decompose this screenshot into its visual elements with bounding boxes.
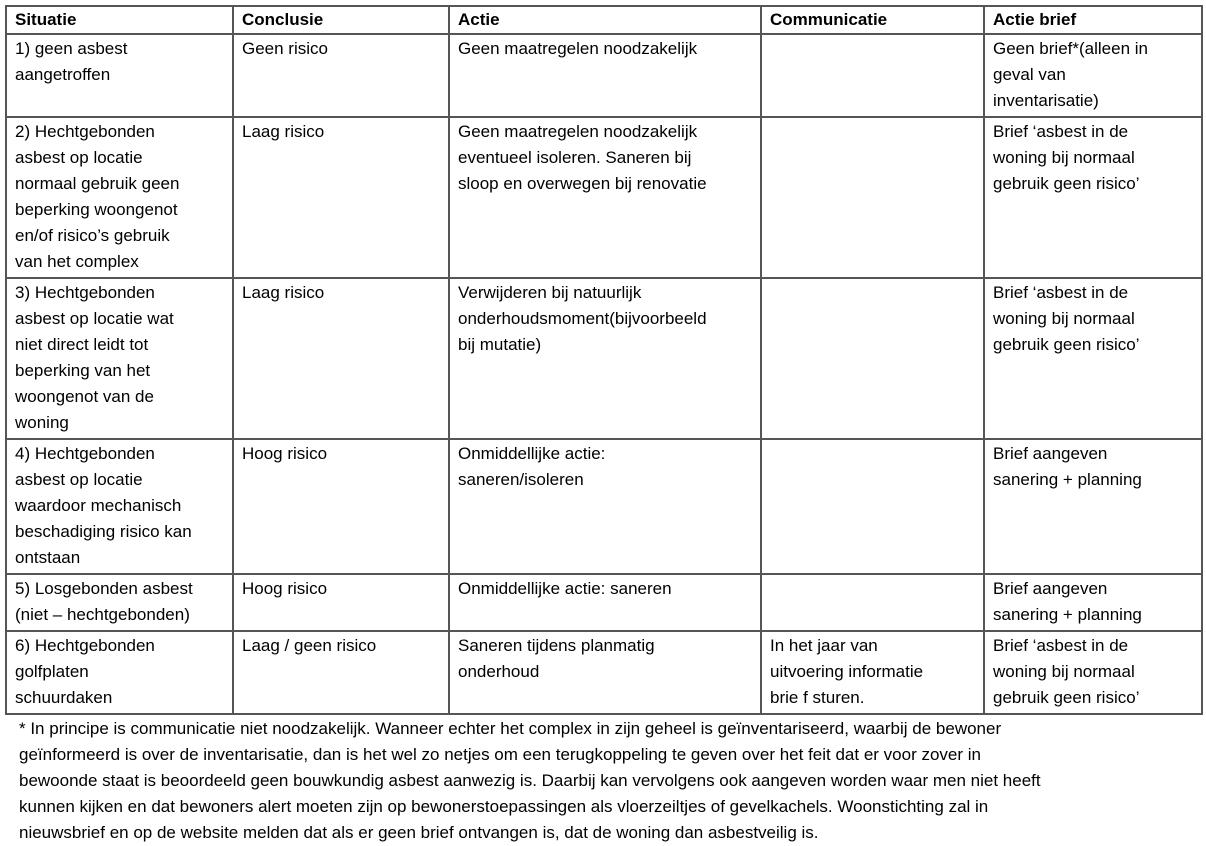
cell-situatie <box>6 117 233 278</box>
cell-text-line: onderhoud <box>458 662 540 681</box>
cell-actie-brief <box>984 278 1202 439</box>
cell-text-line: 3) Hechtgebonden <box>15 283 155 302</box>
cell-text-line: Hoog risico <box>242 444 328 463</box>
cell-conclusie <box>233 631 449 714</box>
cell-text-line: aangetroffen <box>15 65 111 84</box>
cell-conclusie <box>233 278 449 439</box>
cell-text-line: 5) Losgebonden asbest <box>15 579 193 598</box>
cell-text-line: gebruik geen risico’ <box>993 335 1140 354</box>
cell-text-line: Onmiddellijke actie: <box>458 444 606 463</box>
cell-text-line: Laag risico <box>242 283 325 302</box>
table-row <box>6 278 1202 439</box>
cell-text-line: bij mutatie) <box>458 335 542 354</box>
cell-text-line: Geen brief*(alleen in <box>993 39 1148 58</box>
asbestos-risk-table <box>5 5 1203 715</box>
cell-text-line: Brief ‘asbest in de <box>993 122 1129 141</box>
header-communicatie: Communicatie <box>761 6 984 34</box>
footnote-line: geïnformeerd is over de inventarisatie, dan is het wel zo netjes om een terugkoppeling te geven over het feit dat er voor zover in <box>19 745 981 764</box>
cell-conclusie <box>233 117 449 278</box>
cell-actie-brief <box>984 574 1202 631</box>
footnote-line: bewoonde staat is beoordeeld geen bouwkundig asbest aanwezig is. Daarbij kan vervolgens ook aangeven worden waar men niet heeft <box>19 771 1041 790</box>
footnote-line: kunnen kijken en dat bewoners alert moeten zijn op bewonerstoepassingen als vloerzeiltjes of gevelkachels. Woonstichting zal in <box>19 797 989 816</box>
cell-text-line: asbest op locatie <box>15 148 143 167</box>
cell-situatie <box>6 278 233 439</box>
cell-communicatie <box>761 439 984 574</box>
cell-text-line: woongenot van de <box>15 387 154 406</box>
cell-conclusie <box>233 34 449 117</box>
cell-text-line: Hoog risico <box>242 579 328 598</box>
cell-text-line: sloop en overwegen bij renovatie <box>458 174 707 193</box>
cell-text-line: Laag / geen risico <box>242 636 377 655</box>
cell-text-line: beperking van het <box>15 361 151 380</box>
cell-actie-brief <box>984 439 1202 574</box>
cell-text-line: niet direct leidt tot <box>15 335 149 354</box>
cell-situatie <box>6 439 233 574</box>
header-situatie: Situatie <box>6 6 233 34</box>
cell-text-line: 1) geen asbest <box>15 39 128 58</box>
table-row <box>6 574 1202 631</box>
cell-conclusie <box>233 439 449 574</box>
footnote-line: * In principe is communicatie niet noodzakelijk. Wanneer echter het complex in zijn geheel is geïnventariseerd, waarbij de bewoner <box>19 719 1002 738</box>
cell-text-line: Brief aangeven <box>993 444 1108 463</box>
cell-situatie <box>6 631 233 714</box>
cell-text-line: uitvoering informatie <box>770 662 924 681</box>
cell-text-line: sanering + planning <box>993 605 1142 624</box>
cell-text-line: woning bij normaal <box>993 309 1135 328</box>
table-header-row <box>6 6 1202 34</box>
cell-text-line: ontstaan <box>15 548 81 567</box>
cell-actie-brief <box>984 34 1202 117</box>
cell-communicatie <box>761 34 984 117</box>
cell-text-line: Onmiddellijke actie: saneren <box>458 579 672 598</box>
cell-text-line: beschadiging risico kan <box>15 522 192 541</box>
cell-actie <box>449 439 761 574</box>
cell-text-line: Geen risico <box>242 39 328 58</box>
cell-text-line: Geen maatregelen noodzakelijk <box>458 39 698 58</box>
cell-actie-brief <box>984 631 1202 714</box>
cell-text-line: gebruik geen risico’ <box>993 688 1140 707</box>
cell-text-line: Brief ‘asbest in de <box>993 283 1129 302</box>
cell-text-line: woning <box>15 413 69 432</box>
cell-situatie <box>6 34 233 117</box>
cell-text-line: onderhoudsmoment(bijvoorbeeld <box>458 309 707 328</box>
cell-text-line: asbest op locatie <box>15 470 143 489</box>
table-row <box>6 439 1202 574</box>
cell-text-line: In het jaar van <box>770 636 878 655</box>
cell-text-line: golfplaten <box>15 662 89 681</box>
table-row <box>6 34 1202 117</box>
header-actie: Actie <box>449 6 761 34</box>
cell-communicatie <box>761 278 984 439</box>
cell-text-line: waardoor mechanisch <box>15 496 182 515</box>
cell-text-line: Verwijderen bij natuurlijk <box>458 283 642 302</box>
cell-text-line: saneren/isoleren <box>458 470 584 489</box>
cell-text-line: Geen maatregelen noodzakelijk <box>458 122 698 141</box>
cell-text-line: beperking woongenot <box>15 200 178 219</box>
cell-actie <box>449 574 761 631</box>
cell-text-line: sanering + planning <box>993 470 1142 489</box>
table-row <box>6 117 1202 278</box>
footnote <box>5 715 1201 846</box>
cell-text-line: 2) Hechtgebonden <box>15 122 155 141</box>
cell-actie <box>449 117 761 278</box>
cell-text-line: inventarisatie) <box>993 91 1099 110</box>
cell-text-line: 6) Hechtgebonden <box>15 636 155 655</box>
cell-text-line: eventueel isoleren. Saneren bij <box>458 148 692 167</box>
cell-text-line: schuurdaken <box>15 688 113 707</box>
cell-actie <box>449 278 761 439</box>
footnote-line: nieuwsbrief en op de website melden dat als er geen brief ontvangen is, dat de woning dan asbestveilig is. <box>19 823 819 842</box>
header-conclusie: Conclusie <box>233 6 449 34</box>
cell-text-line: Saneren tijdens planmatig <box>458 636 655 655</box>
cell-text-line: normaal gebruik geen <box>15 174 180 193</box>
cell-text-line: asbest op locatie wat <box>15 309 174 328</box>
cell-text-line: gebruik geen risico’ <box>993 174 1140 193</box>
cell-communicatie <box>761 574 984 631</box>
cell-text-line: geval van <box>993 65 1066 84</box>
cell-text-line: 4) Hechtgebonden <box>15 444 155 463</box>
cell-communicatie <box>761 631 984 714</box>
cell-actie <box>449 631 761 714</box>
cell-text-line: Laag risico <box>242 122 325 141</box>
cell-text-line: Brief aangeven <box>993 579 1108 598</box>
cell-text-line: van het complex <box>15 252 139 271</box>
cell-conclusie <box>233 574 449 631</box>
cell-communicatie <box>761 117 984 278</box>
cell-text-line: brie f sturen. <box>770 688 865 707</box>
cell-text-line: en/of risico’s gebruik <box>15 226 170 245</box>
cell-text-line: (niet – hechtgebonden) <box>15 605 190 624</box>
cell-actie-brief <box>984 117 1202 278</box>
cell-text-line: woning bij normaal <box>993 148 1135 167</box>
cell-situatie <box>6 574 233 631</box>
table-row <box>6 631 1202 714</box>
document <box>5 5 1201 846</box>
cell-actie <box>449 34 761 117</box>
cell-text-line: Brief ‘asbest in de <box>993 636 1129 655</box>
header-actie-brief: Actie brief <box>984 6 1202 34</box>
cell-text-line: woning bij normaal <box>993 662 1135 681</box>
